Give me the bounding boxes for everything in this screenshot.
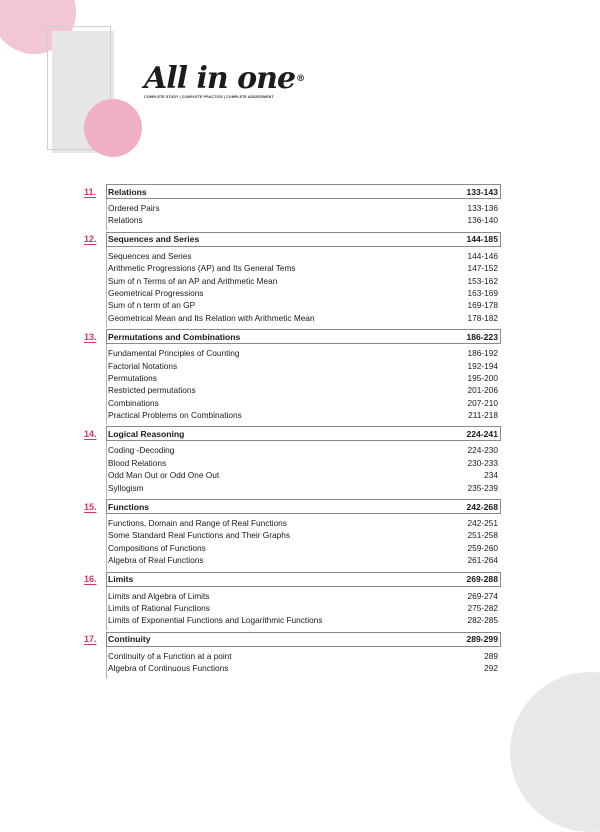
chapter-title: Logical Reasoning [108, 428, 185, 439]
chapter-title: Limits [108, 574, 134, 585]
topic-pages: 230-233 [467, 457, 498, 468]
topic-title: Relations [108, 215, 143, 226]
topic-row[interactable] [107, 360, 501, 372]
chapter-header [84, 572, 501, 587]
chapter-pages: 186-223 [466, 331, 498, 342]
topic-pages: 242-251 [467, 518, 498, 529]
chapter-section [84, 632, 501, 679]
topic-pages: 147-152 [467, 263, 498, 274]
chapter-number: 11. [84, 186, 97, 197]
topic-pages: 207-210 [467, 397, 498, 408]
chapter-section [84, 232, 501, 328]
topic-pages: 224-230 [467, 445, 498, 456]
logo-text [144, 61, 305, 96]
topic-title: Factorial Notations [108, 360, 178, 371]
topic-title: Geometrical Progressions [108, 287, 204, 298]
chapter-pages: 269-288 [466, 574, 498, 585]
chapter-header [84, 499, 501, 514]
topic-title: Compositions of Functions [108, 542, 206, 553]
topic-row[interactable] [107, 214, 501, 226]
chapter-section [84, 572, 501, 631]
topic-pages: 201-206 [467, 385, 498, 396]
topic-row[interactable] [107, 262, 501, 274]
topic-row[interactable] [107, 275, 501, 287]
chapter-title-box[interactable] [106, 426, 501, 441]
topic-row[interactable] [107, 469, 501, 481]
chapter-topic-list [106, 441, 501, 498]
chapter-title: Sequences and Series [108, 234, 200, 245]
topic-row[interactable] [107, 444, 501, 456]
topic-row[interactable] [107, 590, 501, 602]
topic-row[interactable] [107, 542, 501, 554]
topic-row[interactable] [107, 384, 501, 396]
chapter-number: 14. [84, 428, 97, 439]
chapter-header [84, 184, 501, 199]
topic-row[interactable] [107, 299, 501, 311]
topic-row[interactable] [107, 347, 501, 359]
chapter-header [84, 632, 501, 647]
chapter-header [84, 329, 501, 344]
chapter-title-box[interactable] [106, 499, 501, 514]
chapter-pages: 144-185 [466, 234, 498, 245]
chapter-section [84, 426, 501, 498]
topic-pages: 235-239 [467, 482, 498, 493]
topic-pages: 282-285 [467, 615, 498, 626]
topic-title: Algebra of Real Functions [108, 555, 204, 566]
topic-pages: 186-192 [467, 348, 498, 359]
topic-title: Practical Problems on Combinations [108, 410, 242, 421]
topic-pages: 251-258 [467, 530, 498, 541]
chapter-topic-list [106, 199, 501, 231]
topic-row[interactable] [107, 457, 501, 469]
chapter-pages: 242-268 [466, 501, 498, 512]
topic-row[interactable] [107, 602, 501, 614]
chapter-section [84, 184, 501, 231]
chapter-header [84, 232, 501, 247]
topic-title: Syllogism [108, 482, 144, 493]
topic-pages: 261-264 [467, 555, 498, 566]
topic-row[interactable] [107, 409, 501, 421]
topic-pages: 133-136 [467, 203, 498, 213]
chapter-topic-list [106, 514, 501, 571]
logo-wordmark: All in one [144, 61, 296, 96]
topic-title: Permutations [108, 372, 157, 383]
chapter-title-box[interactable] [106, 572, 501, 587]
topic-title: Functions, Domain and Range of Real Functions [108, 518, 287, 529]
topic-pages: 153-162 [467, 275, 498, 286]
chapter-topic-list [106, 587, 501, 631]
topic-title: Ordered Pairs [108, 203, 160, 213]
topic-row[interactable] [107, 517, 501, 529]
chapter-header [84, 426, 501, 441]
topic-pages: 275-282 [467, 602, 498, 613]
chapter-section [84, 499, 501, 571]
topic-title: Sequences and Series [108, 250, 192, 261]
topic-title: Sum of n term of an GP [108, 300, 196, 311]
topic-title: Coding -Decoding [108, 445, 175, 456]
topic-title: Restricted permutations [108, 385, 196, 396]
decorative-circle-bottom [510, 672, 600, 832]
chapter-topic-list [106, 344, 501, 425]
topic-title: Arithmetic Progressions (AP) and Its General Tems [108, 263, 296, 274]
registered-icon: ® [296, 74, 305, 84]
topic-pages: 292 [484, 663, 498, 674]
chapter-number: 16. [84, 574, 97, 585]
topic-title: Limits of Exponential Functions and Logarithmic Functions [108, 615, 323, 626]
topic-row[interactable] [107, 312, 501, 324]
topic-pages: 195-200 [467, 372, 498, 383]
logo-tagline: COMPLETE STUDY | COMPLETE PRACTICE | COMPLETE ASSESSMENT [144, 95, 274, 99]
chapter-title-box[interactable] [106, 632, 501, 647]
topic-row[interactable] [107, 482, 501, 494]
topic-row[interactable] [107, 372, 501, 384]
brand-logo [144, 61, 305, 99]
topic-title: Geometrical Mean and Its Relation with Arithmetic Mean [108, 312, 315, 323]
topic-pages: 192-194 [467, 360, 498, 371]
topic-row[interactable] [107, 287, 501, 299]
chapter-title: Relations [108, 186, 147, 197]
topic-row[interactable] [107, 202, 501, 214]
topic-pages: 169-178 [467, 300, 498, 311]
topic-pages: 259-260 [467, 542, 498, 553]
topic-pages: 144-146 [467, 250, 498, 261]
chapter-section [84, 329, 501, 425]
topic-title: Limits and Algebra of Limits [108, 590, 210, 601]
chapter-title: Permutations and Combinations [108, 331, 241, 342]
topic-pages: 211-218 [468, 410, 498, 421]
topic-row[interactable] [107, 614, 501, 626]
chapter-topic-list [106, 647, 501, 679]
table-of-contents [84, 184, 501, 680]
topic-pages: 163-169 [467, 287, 498, 298]
topic-title: Limits of Rational Functions [108, 602, 210, 613]
topic-row[interactable] [107, 650, 501, 662]
chapter-pages: 224-241 [466, 428, 498, 439]
decorative-circle-pink [84, 99, 142, 157]
chapter-title: Functions [108, 501, 150, 512]
topic-title: Blood Relations [108, 457, 167, 468]
topic-title: Some Standard Real Functions and Their Graphs [108, 530, 291, 541]
topic-pages: 136-140 [467, 215, 498, 226]
topic-row[interactable] [107, 397, 501, 409]
chapter-title: Continuity [108, 634, 151, 645]
topic-pages: 289 [484, 650, 498, 661]
chapter-title-box[interactable] [106, 329, 501, 344]
topic-title: Combinations [108, 397, 159, 408]
chapter-pages: 133-143 [466, 186, 498, 197]
topic-pages: 269-274 [467, 590, 498, 601]
chapter-number: 13. [84, 331, 97, 342]
chapter-topic-list [106, 247, 501, 328]
chapter-pages: 289-299 [466, 634, 498, 645]
topic-title: Algebra of Continuous Functions [108, 663, 229, 674]
topic-title: Fundamental Principles of Counting [108, 348, 240, 359]
chapter-number: 17. [84, 634, 97, 645]
chapter-number: 12. [84, 234, 97, 245]
topic-pages: 234 [484, 470, 498, 481]
topic-title: Sum of n Terms of an AP and Arithmetic Mean [108, 275, 278, 286]
chapter-number: 15. [84, 501, 97, 512]
topic-row[interactable] [107, 250, 501, 262]
topic-row[interactable] [107, 554, 501, 566]
topic-row[interactable] [107, 529, 501, 541]
topic-pages: 178-182 [467, 312, 498, 323]
topic-row[interactable] [107, 662, 501, 674]
topic-title: Odd Man Out or Odd One Out [108, 470, 220, 481]
chapter-title-box[interactable] [106, 184, 501, 199]
topic-title: Continuity of a Function at a point [108, 650, 232, 661]
chapter-title-box[interactable] [106, 232, 501, 247]
